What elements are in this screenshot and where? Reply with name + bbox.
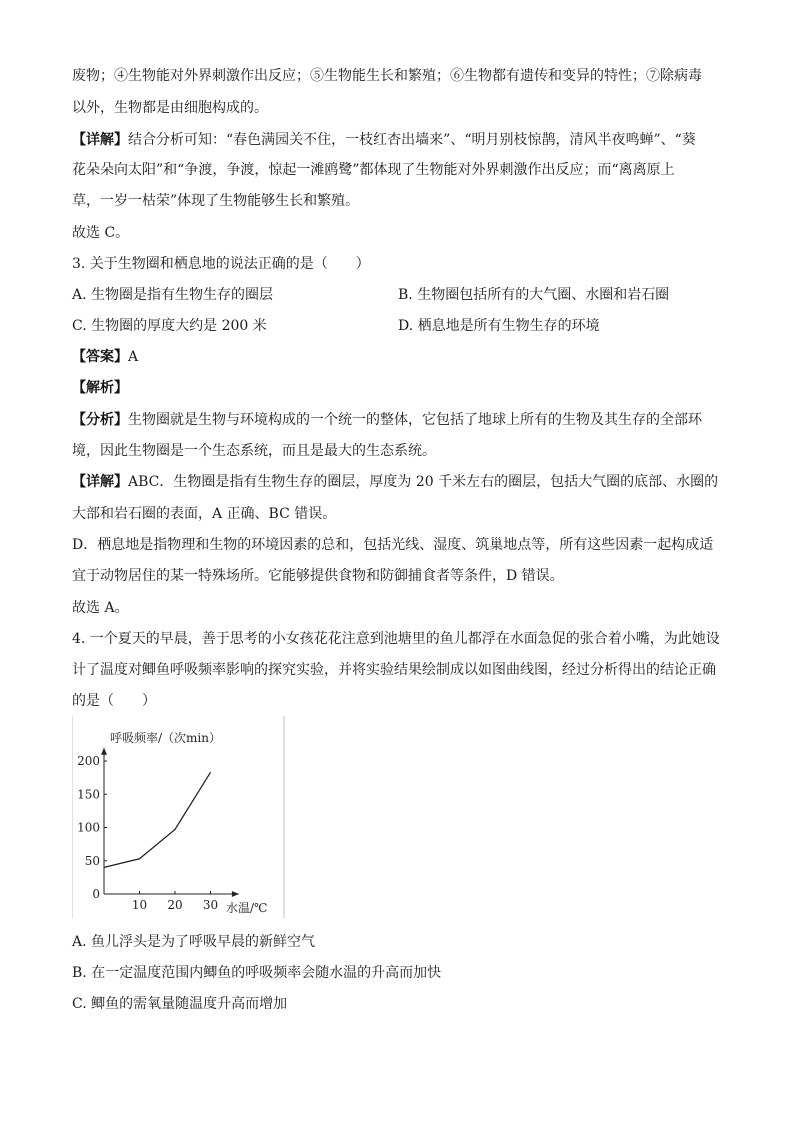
chart-ticks (77, 754, 218, 912)
question-stem: 计了温度对鲫鱼呼吸频率影响的探究实验，并将实验结果绘制成以如图曲线图，经过分析得出的结论正确 (72, 662, 716, 678)
question-stem: 的是（ ） (72, 693, 156, 709)
answer-tag: 【答案】 (72, 349, 128, 365)
series-line (104, 772, 211, 867)
detail-tag: 【详解】 (72, 132, 128, 148)
option-a: A. 鱼儿浮头是为了呼吸早晨的新鲜空气 (72, 934, 316, 950)
y-axis-label: 呼吸频率/（次min） (110, 731, 221, 745)
answer-value: A (128, 349, 139, 365)
answer-row (72, 347, 732, 367)
detail-paragraph (72, 130, 732, 150)
text-line: 生物圈就是生物与环境构成的一个统一的整体，它包括了地球上所有的生物及其生存的全部环 (128, 412, 702, 428)
chart-axes (101, 748, 239, 897)
conclusion-line: 故选 A。 (72, 600, 129, 616)
option-b: B. 在一定温度范围内鲫鱼的呼吸频率会随水温的升高而加快 (72, 965, 442, 981)
detail-tag: 【详解】 (72, 474, 128, 490)
option-b: B. 生物圈包括所有的大气圈、水圈和岩石圈 (398, 287, 670, 303)
analysis-label: 【解析】 (72, 380, 128, 396)
y-tick-label: 50 (84, 853, 100, 868)
x-axis-arrow (232, 891, 239, 897)
question-stem: 3. 关于生物圈和栖息地的说法正确的是（ ） (72, 256, 370, 272)
text-line: D．栖息地是指物理和生物的环境因素的总和，包括光线、湿度、筑巢地点等，所有这些因素一起构成适 (72, 537, 714, 553)
option-a: A. 生物圈是指有生物生存的圈层 (72, 287, 274, 303)
x-tick-label: 10 (131, 898, 148, 912)
text-line: 废物；④生物能对外界刺激作出反应；⑤生物能生长和繁殖；⑥生物都有遗传和变异的特性；⑦除病毒 (72, 68, 702, 84)
fenxi-tag: 【分析】 (72, 412, 128, 428)
text-line: 境，因此生物圈是一个生态系统，而且是最大的生态系统。 (72, 443, 436, 459)
text-line: 结合分析可知：“春色满园关不住，一枝红杏出墙来”、“明月别枝惊鹊，清风半夜鸣蝉”、“葵 (128, 132, 696, 148)
text-line: 大部和岩石圈的表面，A 正确、BC 错误。 (72, 506, 337, 522)
y-axis-arrow (101, 748, 107, 755)
question-stem: 4. 一个夏天的早晨，善于思考的小女孩花花注意到池塘里的鱼儿都浮在水面急促的张合着小嘴，为此她设 (72, 631, 720, 647)
y-tick-label: 150 (77, 787, 100, 802)
fenxi-paragraph (72, 410, 732, 430)
text-line: 花朵朵向太阳”和“争渡，争渡，惊起一滩鸥鹭”都体现了生物能对外界刺激作出反应；而“离离原上 (72, 162, 675, 178)
option-c: C. 生物圈的厚度大约是 200 米 (72, 318, 267, 334)
detail-paragraph (72, 472, 732, 492)
analysis-tag (72, 378, 732, 398)
text-line: 宜于动物居住的某一特殊场所。它能够提供食物和防御捕食者等条件，D 错误。 (72, 568, 564, 584)
x-tick-label: 20 (167, 898, 183, 912)
y-tick-label: 100 (77, 820, 100, 835)
x-axis-label: 水温/℃ (226, 901, 268, 915)
y-tick-label: 0 (92, 887, 100, 901)
text-line: 草，一岁一枯荣”体现了生物能够生长和繁殖。 (72, 193, 360, 209)
x-tick-label: 30 (202, 898, 219, 912)
text-line: 以外，生物都是由细胞构成的。 (72, 100, 268, 116)
answer-line: 故选 C。 (72, 225, 130, 241)
respiration-chart (72, 716, 286, 918)
y-tick-label: 200 (77, 754, 100, 768)
option-d: D. 栖息地是所有生物生存的环境 (398, 318, 600, 334)
chart-series (104, 772, 211, 867)
option-c: C. 鲫鱼的需氧量随温度升高而增加 (72, 996, 288, 1012)
text-line: ABC．生物圈是指有生物生存的圈层，厚度为 20 千米左右的圈层，包括大气圈的底部、水圈的 (128, 474, 719, 490)
